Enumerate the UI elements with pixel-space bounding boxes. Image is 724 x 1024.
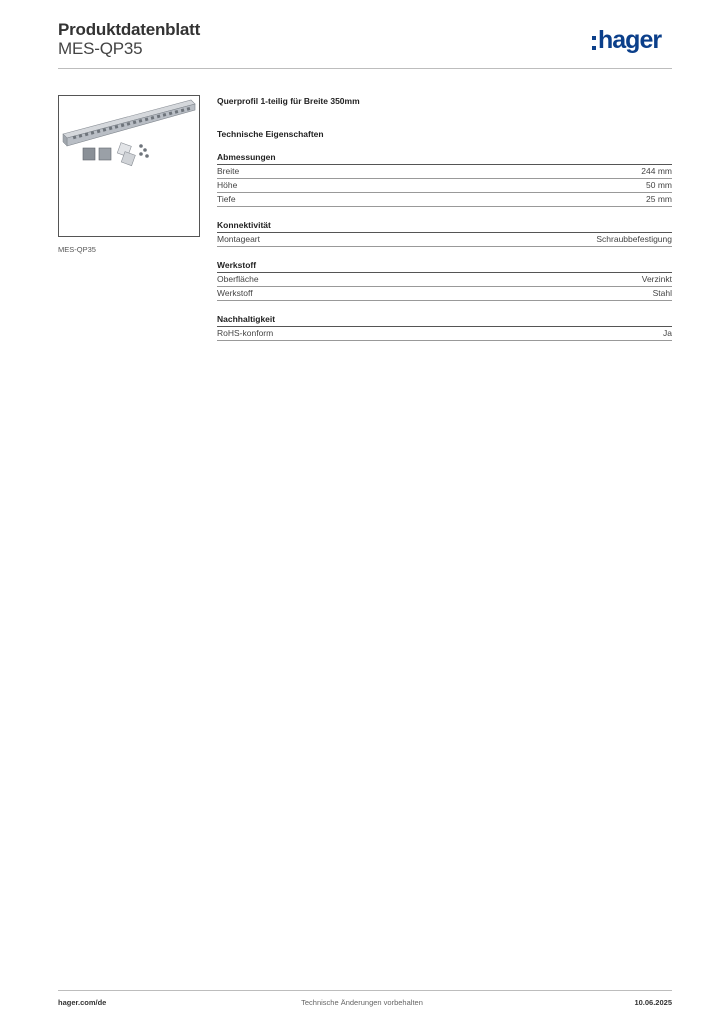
footer-divider — [58, 990, 672, 991]
footer-notice: Technische Änderungen vorbehalten — [301, 998, 423, 1007]
header-divider — [58, 68, 672, 69]
spec-row — [217, 179, 672, 193]
product-image — [58, 95, 200, 237]
spec-label: Breite — [217, 166, 240, 176]
spec-label: Werkstoff — [217, 288, 253, 298]
product-description: Querprofil 1-teilig für Breite 350mm — [217, 96, 360, 106]
mounting-rail-illustration — [59, 96, 199, 236]
spec-label: Höhe — [217, 180, 238, 190]
spec-group-material — [217, 260, 672, 301]
spec-row — [217, 327, 672, 341]
spec-value: 25 mm — [646, 194, 672, 204]
spec-value: Stahl — [652, 288, 672, 298]
group-title: Konnektivität — [217, 220, 672, 233]
page-title: Produktdatenblatt — [58, 20, 201, 39]
product-code: MES-QP35 — [58, 39, 143, 58]
spec-value: Schraubbefestigung — [596, 234, 672, 244]
spec-label: Tiefe — [217, 194, 236, 204]
spec-label: Montageart — [217, 234, 260, 244]
spec-content — [217, 96, 672, 341]
brand-name: hager — [598, 26, 662, 54]
footer-website-link[interactable]: hager.com/de — [58, 998, 107, 1007]
spec-value: 244 mm — [641, 166, 672, 176]
spec-row — [217, 193, 672, 207]
group-title: Nachhaltigkeit — [217, 314, 672, 327]
group-title: Abmessungen — [217, 152, 672, 165]
spec-label: RoHS-konform — [217, 328, 274, 338]
spec-row — [217, 273, 672, 287]
spec-group-connectivity — [217, 220, 672, 247]
spec-group-sustainability — [217, 314, 672, 341]
spec-label: Oberfläche — [217, 274, 259, 284]
spec-value: Verzinkt — [641, 274, 672, 284]
spec-group-dimensions — [217, 152, 672, 207]
brand-logo — [592, 26, 661, 55]
spec-row — [217, 165, 672, 179]
spec-row — [217, 233, 672, 247]
image-caption: MES-QP35 — [58, 245, 96, 254]
spec-row — [217, 287, 672, 301]
section-heading: Technische Eigenschaften — [217, 129, 324, 139]
footer-date: 10.06.2025 — [634, 998, 672, 1007]
logo-colon-icon — [592, 36, 596, 50]
spec-value: 50 mm — [646, 180, 672, 190]
group-title: Werkstoff — [217, 260, 672, 273]
spec-value: Ja — [663, 328, 672, 338]
